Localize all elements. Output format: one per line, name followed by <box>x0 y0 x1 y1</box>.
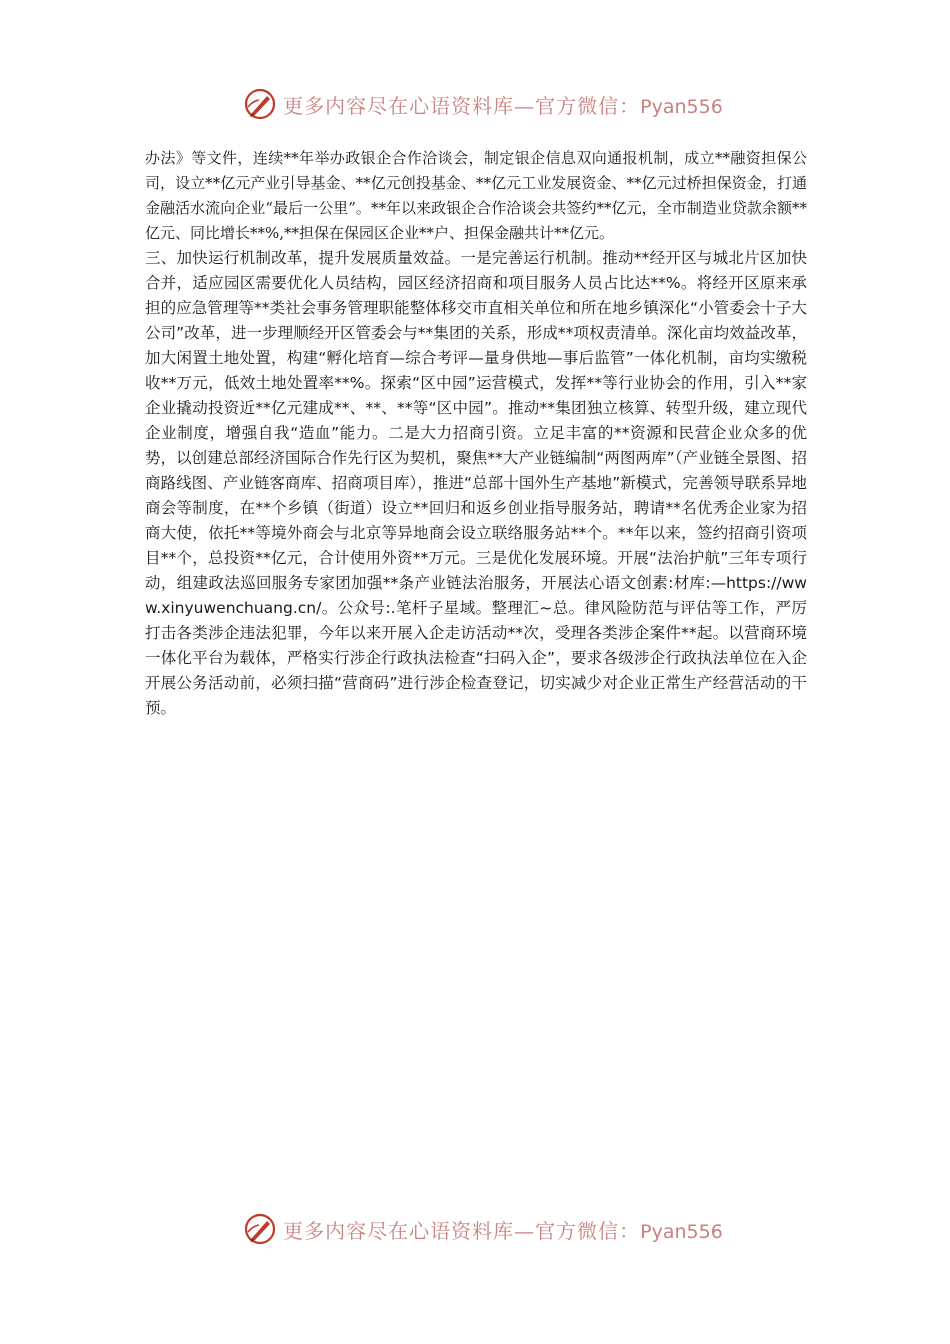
header-banner-wechat: Pyan556 <box>640 95 723 118</box>
header-banner-inner <box>243 87 723 121</box>
footer-banner-wechat: Pyan556 <box>640 1220 723 1243</box>
footer-banner-inner <box>243 1212 723 1246</box>
pen-quill-logo-icon <box>243 1212 277 1246</box>
document-body <box>145 146 807 721</box>
paragraph-2: 三、加快运行机制改革，提升发展质量效益。一是完善运行机制。推动**经开区与城北片区加快合并，适应园区需要优化人员结构，园区经济招商和项目服务人员占比达**%。将经开区原来承担的应急管理等**类社会事务管理职能整体移交市直相关单位和所在地乡镇深化“小管委会十子大公司”改革，进一步理顺经开区管委会与**集团的关系，形成**项权责清单。深化亩均效益改革，加大闲置土地处置，构建“孵化培育—综合考评—量身供地—事后监管”一体化机制，亩均实缴税收**万元，低效土地处置率**%。探索“区中园”运营模式，发挥**等行业协会的作用，引入**家企业撬动投资近**亿元建成**、**、**等“区中园”。推动**集团独立核算、转型升级，建立现代企业制度，增强自我“造血”能力。二是大力招商引资。立足丰富的**资源和民营企业众多的优势，以创建总部经济国际合作先行区为契机，聚焦**大产业链编制“两图两库”（产业链全景图、招商路线图、产业链客商库、招商项目库），推进“总部十国外生产基地”新模式，完善领导联系异地商会等制度，在**个乡镇（街道）设立**回归和返乡创业指导服务站，聘请**名优秀企业家为招商大使，依托**等境外商会与北京等异地商会设立联络服务站**个。**年以来，签约招商引资项目**个，总投资**亿元，合计使用外资**万元。三是优化发展环境。开展“法治护航”三年专项行动，组建政法巡回服务专家团加强**条产业链法治服务，开展法心语文创素:材库:—https://www.xinyuwenchuang.cn/。公众号:.笔杆子星域。整理汇~总。律风险防范与评估等工作，严厉打击各类涉企违法犯罪，今年以来开展入企走访活动**次，受理各类涉企案件**起。以营商环境一体化平台为载体，严格实行涉企行政执法检查“扫码入企”，要求各级涉企行政执法单位在入企开展公务活动前，必须扫描“营商码”进行涉企检查登记，切实减少对企业正常生产经营活动的干预。 <box>145 249 807 717</box>
header-banner <box>0 84 950 124</box>
paragraph-1: 办法》等文件，连续**年举办政银企合作洽谈会，制定银企信息双向通报机制，成立**融资担保公司，设立**亿元产业引导基金、**亿元创投基金、**亿元工业发展资金、**亿元过桥担保资金，打通金融活水流向企业“最后一公里”。**年以来政银企合作洽谈会共签约**亿元，全市制造业贷款余额**亿元、同比增长**%,**担保在保园区企业**户、担保金融共计**亿元。 <box>145 149 807 242</box>
pen-quill-logo-icon <box>243 87 277 121</box>
footer-banner-main: 更多内容尽在心语资料库—官方微信： <box>283 1218 641 1243</box>
footer-banner-text <box>283 1215 723 1244</box>
header-banner-main: 更多内容尽在心语资料库—官方微信： <box>283 93 641 118</box>
footer-banner <box>0 1209 950 1249</box>
header-banner-text <box>283 90 723 119</box>
